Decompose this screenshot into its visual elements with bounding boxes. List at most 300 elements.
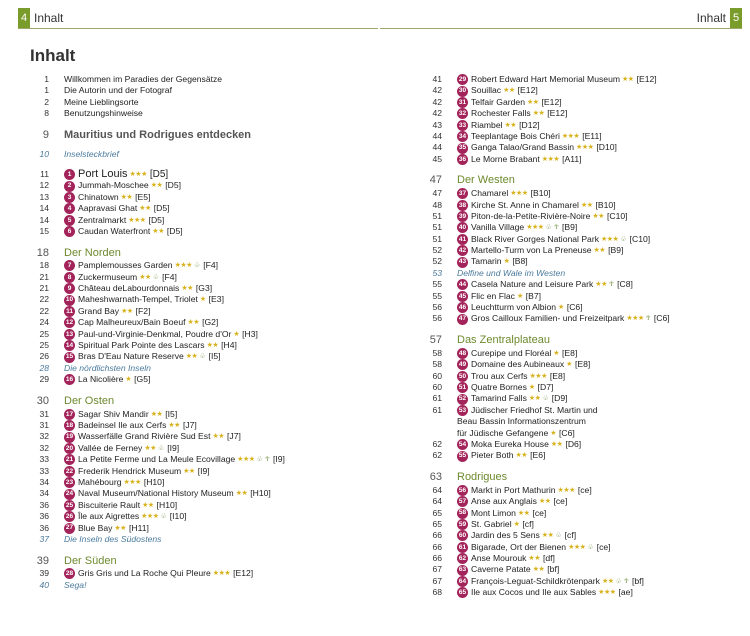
toc-entry[interactable]	[30, 306, 375, 317]
entry-title: Inselsteckbrief	[64, 148, 119, 159]
page-number: 32	[39, 431, 49, 442]
toc-entry[interactable]	[423, 279, 743, 290]
toc-entry[interactable]	[30, 226, 375, 237]
sight-number-badge: 2	[64, 181, 75, 192]
page-number: 34	[39, 488, 49, 499]
feature-icons: ♧	[555, 532, 562, 540]
left-header-rule	[18, 28, 378, 29]
toc-entry[interactable]	[423, 131, 743, 142]
toc-entry[interactable]	[423, 256, 743, 267]
map-reference: [A11]	[562, 153, 582, 164]
map-reference: [ae]	[618, 587, 633, 598]
toc-entry[interactable]	[30, 500, 375, 511]
entry-title: Anse aux Anglais	[471, 496, 537, 507]
page-number: 31	[39, 419, 49, 430]
map-reference: [C8]	[617, 279, 633, 290]
entry-title: Biscuiterie Rault	[78, 499, 141, 510]
toc-entry[interactable]	[423, 564, 743, 575]
rating-stars: ★★	[580, 201, 593, 209]
page-number: 28	[39, 362, 49, 373]
rating-stars: ★★★	[237, 456, 255, 464]
entry-title: Zentralmarkt	[78, 214, 127, 225]
toc-entry[interactable]	[30, 317, 375, 328]
entry-title: Gros Cailloux Familien- und Freizeitpark	[471, 313, 625, 324]
entry-title: Martello-Turm von La Preneuse	[471, 245, 592, 256]
toc-entry[interactable]	[30, 488, 375, 499]
toc-entry[interactable]	[30, 169, 375, 180]
entry-title: Die Autorin und der Fotograf	[64, 85, 172, 96]
rating-stars: ★★★	[128, 216, 146, 224]
toc-entry[interactable]	[423, 200, 743, 211]
sight-number-badge: 60	[457, 530, 468, 541]
page-number: 67	[432, 575, 442, 586]
entry-title: St. Gabriel	[471, 518, 512, 529]
toc-entry[interactable]	[30, 283, 375, 294]
sight-number-badge: 54	[457, 439, 468, 450]
left-page-title: Inhalt	[34, 11, 64, 25]
toc-entry[interactable]	[423, 211, 743, 222]
toc-entry[interactable]	[30, 180, 375, 191]
map-reference: [C6]	[566, 302, 583, 313]
toc-entry[interactable]	[30, 477, 375, 488]
section-heading	[423, 471, 743, 485]
map-reference: [ce]	[577, 484, 592, 495]
toc-entry[interactable]	[30, 203, 375, 214]
rating-stars: ★★	[142, 501, 154, 509]
rating-stars: ★★	[206, 342, 219, 350]
toc-entry[interactable]	[423, 519, 743, 530]
rating-stars: ★★	[212, 433, 225, 441]
feature-icons: ♧ ☥	[545, 224, 559, 232]
map-reference: [E8]	[562, 347, 578, 358]
page-number: 62	[432, 450, 442, 461]
entry-title: Gris Gris und La Roche Qui Pleure	[78, 568, 211, 579]
sight-number-badge: 50	[457, 371, 468, 382]
toc-entry[interactable]	[423, 450, 743, 461]
entry-title: Meine Lieblingsorte	[64, 96, 139, 107]
page-number: 9	[42, 128, 49, 141]
page-number: 39	[36, 554, 49, 567]
toc-entry[interactable]	[423, 188, 743, 199]
page-number: 40	[39, 579, 49, 590]
entry-title: Robert Edward Hart Memorial Museum	[471, 74, 621, 84]
map-reference: [D12]	[519, 119, 540, 130]
page-number: 66	[432, 553, 442, 564]
feature-entry[interactable]	[30, 363, 375, 374]
sight-number-badge: 16	[64, 374, 75, 385]
page-number: 11	[40, 168, 49, 179]
rating-stars: ★★★	[529, 372, 547, 380]
rating-stars: ★	[558, 304, 564, 312]
entry-title: Telfair Garden	[471, 96, 525, 107]
page-number: 64	[432, 484, 442, 495]
sight-number-badge: 55	[457, 451, 468, 462]
sight-number-badge: 64	[457, 576, 468, 587]
page-number: 65	[432, 518, 442, 529]
sight-number-badge: 34	[457, 131, 468, 142]
page-number: 36	[39, 522, 49, 533]
page-number: 44	[432, 130, 442, 141]
toc-entry[interactable]	[423, 74, 743, 85]
toc-entry[interactable]	[423, 371, 743, 382]
map-reference: [D5]	[153, 203, 170, 214]
entry-title: Paul-und-Virginie-Denkmal, Poudre d'Or	[78, 328, 232, 339]
toc-entry[interactable]	[30, 511, 375, 522]
entry-title: Zuckermuseum	[78, 271, 138, 282]
rating-stars: ★★	[528, 555, 540, 563]
toc-entry[interactable]	[30, 454, 375, 465]
toc-entry[interactable]	[30, 74, 375, 85]
page-number: 33	[39, 454, 49, 465]
toc-entry[interactable]	[423, 234, 743, 245]
toc-entry-continuation	[423, 428, 743, 439]
toc-entry[interactable]	[423, 222, 743, 233]
rating-stars: ★	[233, 330, 240, 338]
toc-entry[interactable]	[423, 97, 743, 108]
sight-number-badge: 7	[64, 260, 75, 271]
entry-title: Der Westen	[457, 174, 515, 187]
entry-title: Pieter Both	[471, 450, 514, 461]
rating-stars: ★★★	[626, 315, 644, 323]
entry-title: Caudan Waterfront	[78, 225, 151, 236]
entry-title: Markt in Port Mathurin	[471, 484, 556, 495]
rating-stars: ★	[550, 429, 557, 437]
page-number: 39	[39, 568, 49, 579]
page-number: 42	[432, 85, 442, 96]
toc-entry[interactable]	[423, 439, 743, 450]
page-number: 66	[432, 541, 442, 552]
page-number: 22	[39, 294, 49, 305]
rating-stars: ★	[503, 258, 510, 266]
sight-number-badge: 51	[457, 382, 468, 393]
rating-stars: ★★★	[526, 224, 544, 232]
map-reference: [E12]	[541, 96, 562, 107]
sight-number-badge: 14	[64, 340, 75, 351]
entry-title: Der Süden	[64, 554, 117, 567]
map-reference: [D5]	[149, 168, 169, 180]
entry-title: Souillac	[471, 85, 502, 96]
map-reference: [B9]	[608, 245, 624, 256]
entry-title: Piton-de-la-Petite-Rivière-Noire	[471, 210, 591, 221]
entry-title: Pamplemousses Garden	[78, 260, 173, 271]
map-reference: [D9]	[551, 393, 568, 404]
sight-number-badge: 20	[64, 443, 75, 454]
toc-entry[interactable]	[30, 294, 375, 305]
toc-entry[interactable]	[423, 553, 743, 564]
toc-entry[interactable]	[30, 192, 375, 203]
spacer	[30, 386, 375, 395]
sight-number-badge: 45	[457, 291, 468, 302]
map-reference: [D5]	[148, 214, 165, 225]
rating-stars: ★★	[504, 121, 517, 129]
toc-entry[interactable]	[30, 420, 375, 431]
rating-stars: ★★	[503, 87, 515, 95]
feature-icons: ♧	[542, 395, 549, 403]
feature-entry[interactable]	[30, 149, 375, 160]
toc-entry[interactable]	[423, 405, 743, 416]
rating-stars: ★★	[532, 566, 545, 574]
sight-number-badge: 21	[64, 454, 75, 465]
toc-entry[interactable]	[423, 576, 743, 587]
page-number: 15	[39, 225, 49, 236]
map-reference: [D7]	[537, 381, 554, 392]
page-number: 63	[429, 471, 442, 484]
entry-title: Casela Nature and Leisure Park	[471, 279, 594, 290]
sight-number-badge: 31	[457, 97, 468, 108]
map-reference: [H10]	[143, 476, 165, 487]
entry-title: Rochester Falls	[471, 108, 531, 119]
entry-title: Rodrigues	[457, 471, 508, 484]
toc-entry[interactable]	[423, 508, 743, 519]
map-reference: [B8]	[512, 256, 528, 267]
map-reference: [B10]	[595, 199, 616, 210]
page-number: 53	[432, 267, 442, 278]
entry-title: Curepipe und Floréal	[471, 347, 552, 358]
page-number: 13	[39, 191, 49, 202]
sight-number-badge: 25	[64, 500, 75, 511]
entry-title: Teeplantage Bois Chéri	[471, 130, 560, 141]
rating-stars: ★★	[532, 110, 545, 118]
entry-title: Der Norden	[64, 246, 121, 259]
sight-number-badge: 5	[64, 215, 75, 226]
map-reference: [J7]	[182, 419, 197, 430]
toc-entry[interactable]	[30, 409, 375, 420]
section-heading	[30, 395, 375, 409]
toc-entry[interactable]	[30, 374, 375, 385]
entry-title: Cap Malheureux/Bain Boeuf	[78, 317, 186, 328]
entry-title: Der Osten	[64, 394, 115, 407]
entry-title: Kirche St. Anne in Chamarel	[471, 199, 579, 210]
map-reference: [F4]	[162, 271, 177, 282]
toc-entry[interactable]	[30, 85, 375, 96]
toc-entry[interactable]	[423, 359, 743, 370]
sight-number-badge: 9	[64, 283, 75, 294]
toc-entry[interactable]	[30, 260, 375, 271]
toc-entry[interactable]	[423, 313, 743, 324]
page-number: 41	[432, 74, 442, 84]
rating-stars: ★★★	[601, 235, 619, 243]
sight-number-badge: 28	[64, 568, 75, 579]
page-number: 60	[432, 381, 442, 392]
entry-title: Naval Museum/National History Museum	[78, 488, 234, 499]
page-number: 52	[432, 256, 442, 267]
page-number: 21	[39, 283, 49, 294]
toc-entry[interactable]	[423, 496, 743, 507]
page-number: 68	[432, 587, 442, 598]
rating-stars: ★★★	[174, 262, 192, 270]
left-page-number: 4	[18, 8, 30, 28]
toc-entry[interactable]	[30, 568, 375, 579]
map-reference: [F4]	[203, 260, 218, 271]
map-reference: [I10]	[169, 511, 187, 522]
feature-icons: ♧	[193, 262, 201, 270]
rating-stars: ★★	[541, 532, 554, 540]
entry-title: Bigarade, Ort der Bienen	[471, 541, 567, 552]
sight-number-badge: 27	[64, 523, 75, 534]
entry-title: Sega!	[64, 579, 87, 590]
toc-entry[interactable]	[423, 291, 743, 302]
toc-entry[interactable]	[30, 351, 375, 362]
map-reference: [df]	[542, 553, 555, 564]
toc-entry[interactable]	[30, 215, 375, 226]
page-number: 12	[39, 180, 49, 191]
spacer	[423, 325, 743, 334]
page-number: 48	[432, 199, 442, 210]
toc-entry[interactable]	[423, 587, 743, 598]
rating-stars: ★★★	[557, 486, 575, 494]
toc-entry[interactable]	[423, 302, 743, 313]
map-reference: [C6]	[559, 427, 575, 438]
rating-stars: ★★	[150, 410, 163, 418]
toc-entry[interactable]	[423, 348, 743, 359]
page-number: 44	[432, 142, 442, 153]
entry-title: La Nicolière	[78, 374, 124, 385]
toc-entry[interactable]	[30, 272, 375, 283]
feature-entry[interactable]	[30, 534, 375, 545]
feature-entry[interactable]	[30, 580, 375, 591]
entry-title: Die Inseln des Südostens	[64, 533, 162, 544]
rating-stars: ★★	[595, 281, 607, 289]
page-number: 47	[432, 188, 442, 199]
page-number: 62	[432, 438, 442, 449]
map-reference: [I9]	[197, 465, 210, 476]
map-reference: [E5]	[135, 191, 151, 202]
map-reference: [D6]	[565, 438, 582, 449]
map-reference: [H10]	[250, 488, 271, 499]
entry-title: Black River Gorges National Park	[471, 233, 599, 244]
toc-entry[interactable]	[30, 431, 375, 442]
feature-icons: ♧	[620, 235, 627, 243]
toc-entry[interactable]	[423, 542, 743, 553]
toc-entry[interactable]	[423, 108, 743, 119]
spacer	[30, 237, 375, 246]
toc-entry[interactable]	[423, 85, 743, 96]
map-reference: [G2]	[202, 317, 219, 328]
page-number: 65	[432, 507, 442, 518]
entry-title: Sagar Shiv Mandir	[78, 408, 149, 419]
sight-number-badge: 30	[457, 86, 468, 97]
entry-title: Badeinsel Ile aux Cerfs	[78, 419, 167, 430]
sight-number-badge: 15	[64, 352, 75, 363]
toc-entry[interactable]	[423, 382, 743, 393]
page-number: 1	[44, 85, 49, 96]
sight-number-badge: 32	[457, 108, 468, 119]
toc-entry[interactable]	[30, 443, 375, 454]
toc-entry[interactable]	[423, 154, 743, 165]
entry-title: Mont Limon	[471, 507, 516, 518]
feature-icons: ☥	[645, 315, 651, 323]
entry-title: Mauritius und Rodrigues entdecken	[64, 128, 252, 141]
rating-stars: ★★★	[123, 478, 141, 486]
right-header-rule	[380, 28, 742, 29]
map-reference: [E12]	[517, 85, 538, 96]
right-page-header	[697, 8, 742, 28]
rating-stars: ★★	[152, 227, 164, 235]
page-number: 22	[39, 305, 49, 316]
sight-number-badge: 44	[457, 279, 468, 290]
page-number: 58	[432, 359, 442, 370]
sight-number-badge: 58	[457, 508, 468, 519]
toc-entry[interactable]	[423, 120, 743, 131]
sight-number-badge: 29	[457, 74, 468, 85]
page-number: 1	[44, 74, 49, 84]
entry-title: Vallée de Ferney	[78, 442, 143, 453]
sight-number-badge: 4	[64, 203, 75, 214]
page-number: 26	[39, 351, 49, 362]
map-reference: [D5]	[165, 180, 182, 191]
rating-stars: ★★	[601, 577, 614, 585]
toc-entry[interactable]	[30, 329, 375, 340]
entry-title: Frederik Hendrick Museum	[78, 465, 182, 476]
map-reference: [E8]	[549, 370, 566, 381]
toc-entry[interactable]	[30, 523, 375, 534]
entry-title: Maheshwarnath-Tempel, Triolet	[78, 294, 198, 305]
page-number: 43	[432, 119, 442, 130]
entry-title: Spiritual Park Pointe des Lascars	[78, 340, 205, 351]
map-reference: [E12]	[547, 108, 568, 119]
map-reference: [ce]	[596, 541, 611, 552]
toc-entry[interactable]	[423, 530, 743, 541]
rating-stars: ★★	[168, 421, 180, 429]
entry-title: Das Zentralplateau	[457, 334, 550, 347]
rating-stars: ★★	[622, 76, 634, 83]
toc-entry[interactable]	[423, 245, 743, 256]
rating-stars: ★★★	[568, 543, 586, 551]
feature-icons: ♧ ☥	[615, 577, 629, 585]
toc-entry[interactable]	[423, 142, 743, 153]
toc-entry[interactable]	[30, 97, 375, 108]
rating-stars: ★★	[114, 524, 126, 532]
rating-stars: ★	[528, 383, 535, 391]
map-reference: [J7]	[227, 431, 241, 442]
toc-entry[interactable]	[423, 393, 743, 404]
toc-entry[interactable]	[423, 485, 743, 496]
sight-number-badge: 40	[457, 222, 468, 233]
entry-title: Leuchtturm von Albion	[471, 302, 557, 313]
toc-entry[interactable]	[30, 340, 375, 351]
rating-stars: ★★	[181, 285, 193, 293]
toc-entry[interactable]	[30, 108, 375, 119]
page-number: 64	[432, 496, 442, 507]
sight-number-badge: 22	[64, 466, 75, 477]
page-number: 56	[432, 313, 442, 324]
page-number: 36	[39, 499, 49, 510]
rating-stars: ★★★	[598, 589, 616, 597]
page-number: 45	[432, 153, 442, 164]
feature-entry[interactable]	[423, 268, 743, 279]
page-number: 24	[39, 317, 49, 328]
toc-entry[interactable]	[30, 466, 375, 477]
entry-title: Trou aux Cerfs	[471, 370, 528, 381]
sight-number-badge: 1	[64, 169, 75, 180]
page-number: 52	[432, 245, 442, 256]
map-reference: [H4]	[221, 340, 237, 351]
entry-title: Anse Mourouk	[471, 553, 527, 564]
entry-title: Wasserfälle Grand Rivière Sud Est	[78, 431, 211, 442]
rating-stars: ★★	[185, 353, 198, 361]
entry-title: Jardin des 5 Sens	[471, 530, 540, 541]
sight-number-badge: 57	[457, 496, 468, 507]
page-number: 29	[39, 374, 49, 385]
entry-title: Flic en Flac	[471, 290, 515, 301]
page-number: 14	[39, 203, 49, 214]
entry-title: Mahébourg	[78, 476, 122, 487]
entry-title: Le Morne Brabant	[471, 153, 540, 164]
sight-number-badge: 52	[457, 394, 468, 405]
rating-stars: ★★	[187, 319, 200, 327]
sight-number-badge: 18	[64, 420, 75, 431]
map-reference: [G5]	[134, 374, 151, 385]
